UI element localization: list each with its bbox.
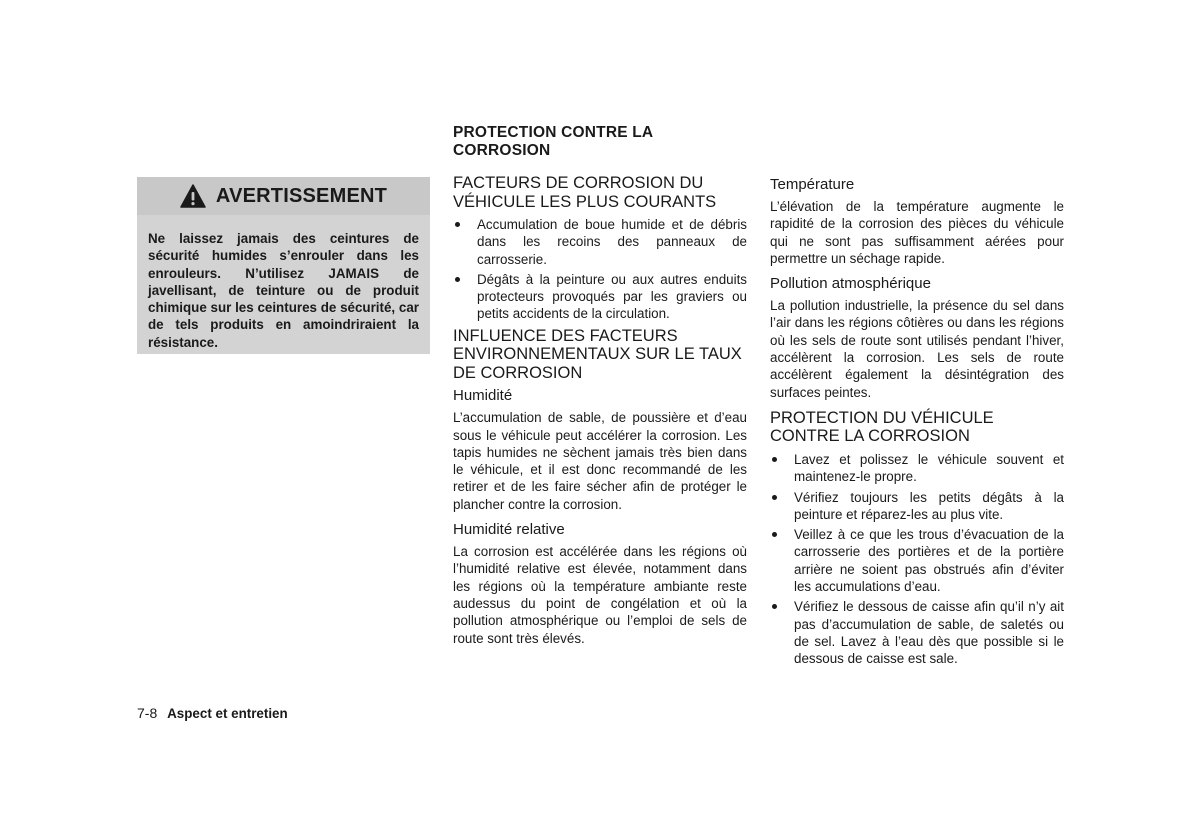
- humidity-heading: Humidité: [453, 387, 513, 405]
- protection-heading: PROTECTION DU VÉHICULE CONTRE LA CORROSION: [770, 408, 994, 446]
- warning-text: Ne laissez jamais des ceintures de sécurité humides s’enrouler dans les enrouleurs. N’utilisez JAMAIS de javellisant, de teinture ou de produit chimique sur les ceintures de sécurité, car de tels produits en amoindriraient la résistance.: [148, 231, 419, 350]
- temperature-heading: Température: [770, 176, 855, 193]
- protection-list: [770, 451, 1064, 668]
- factors-list: [453, 216, 747, 323]
- relative-humidity-heading: Humidité relative: [453, 521, 565, 539]
- bullet-icon: [455, 222, 460, 227]
- warning-title: AVERTISSEMENT: [215, 184, 388, 207]
- chapter-title: Aspect et entretien: [167, 706, 288, 721]
- factors-heading: FACTEURS DE CORROSION DU VÉHICULE LES PLUS COURANTS: [453, 174, 717, 211]
- humidity-paragraph: L’accumulation de sable, de poussière et d’eau sous le véhicule peut accélérer la corrosion. Les tapis humides ne sèchent jamais très bien dans le véhicule, et il est donc recommandé de les retirer et de les faire sécher afin de protéger le plancher contre la corrosion.: [453, 410, 747, 512]
- influence-heading: INFLUENCE DES FACTEURS ENVIRONNEMENTAUX SUR LE TAUX DE CORROSION: [453, 326, 742, 382]
- list-item: Veillez à ce que les trous d’évacuation de la carrosserie des portières et de la portière arrière ne soient pas obstrués afin d’éviter les accumulations d’eau.: [770, 526, 1064, 595]
- section-title: PROTECTION CONTRE LA CORROSION: [453, 124, 653, 159]
- bullet-icon: [772, 457, 777, 462]
- pollution-paragraph: La pollution industrielle, la présence du sel dans l’air dans les régions côtières ou dans les régions où les sels de route sont utilisés pendant l’hiver, accélèrent la corrosion. Les sels de route accélèrent également la désintégration des surfaces peintes.: [770, 298, 1064, 400]
- bullet-icon: [772, 604, 777, 609]
- bullet-icon: [772, 532, 777, 537]
- temperature-paragraph: L’élévation de la température augmente le rapidité de la corrosion des pièces du véhicule qui ne sont pas suffisamment aérées pour permettre un séchage rapide.: [770, 199, 1064, 266]
- page-footer: [137, 705, 288, 722]
- relative-humidity-paragraph: La corrosion est accélérée dans les régions où l’humidité relative est élevée, notamment dans les régions où la température ambiante reste audessus du point de congélation et où la pollution atmosphérique ou l’emploi de sels de route sont très élevés.: [453, 544, 747, 646]
- middle-column: [453, 124, 747, 655]
- bullet-icon: [772, 495, 777, 500]
- list-item: Accumulation de boue humide et de débris dans les recoins des panneaux de carrosserie.: [453, 216, 747, 268]
- list-item: Dégâts à la peinture ou aux autres enduits protecteurs provoqués par les graviers ou petits accidents de la circulation.: [453, 271, 747, 323]
- warning-box: [137, 177, 430, 354]
- warning-triangle-icon: [180, 184, 206, 208]
- list-item: Vérifiez le dessous de caisse afin qu’il n’y ait pas d’accumulation de sable, de saletés ou de sel. Lavez à l’eau dès que possible si le dessous de caisse est sale.: [770, 598, 1064, 667]
- page-number: 7-8: [137, 705, 158, 721]
- pollution-heading: Pollution atmosphérique: [770, 275, 931, 293]
- list-item: Lavez et polissez le véhicule souvent et maintenez-le propre.: [770, 451, 1064, 486]
- warning-header: [137, 177, 430, 215]
- bullet-icon: [455, 277, 460, 282]
- right-column: [770, 176, 1064, 672]
- list-item: Vérifiez toujours les petits dégâts à la peinture et réparez-les au plus vite.: [770, 489, 1064, 524]
